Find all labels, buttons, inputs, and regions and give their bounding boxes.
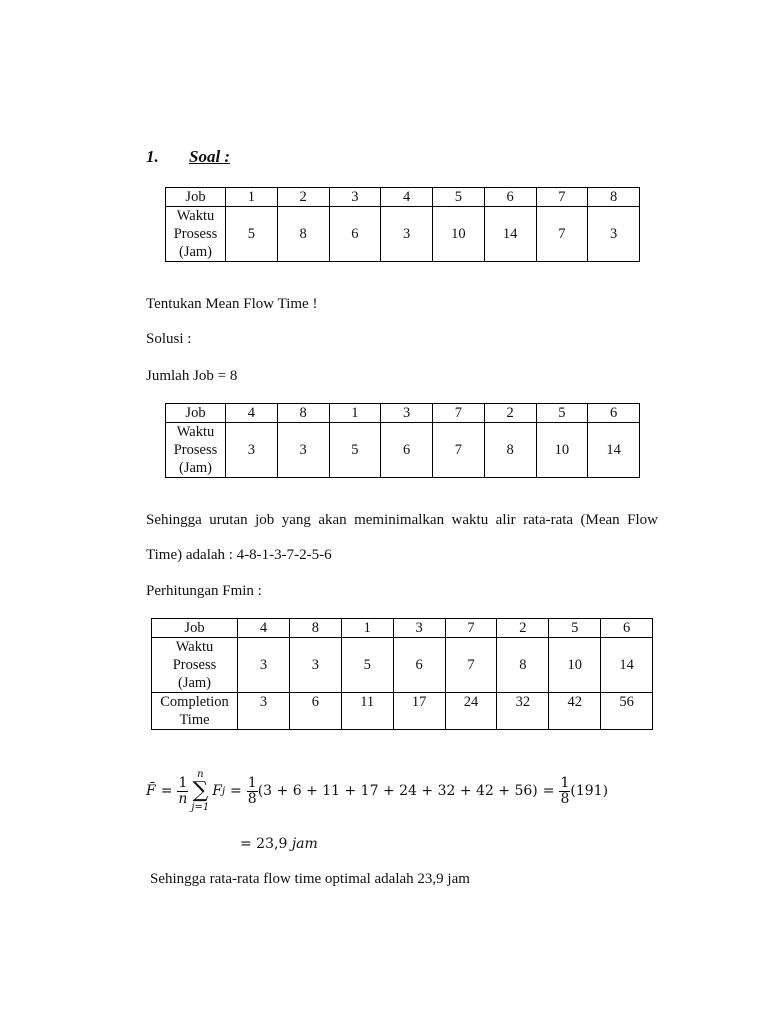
table-cell: 56 [601, 693, 653, 730]
sequence-text-line-2: Time) adalah : 4-8-1-3-7-2-5-6 [146, 547, 332, 563]
fraction-one-over-n: $\frac{1}{n}$ [178, 774, 188, 807]
table-cell: 3 [238, 638, 290, 693]
formula-lhs: F̄ [146, 783, 156, 799]
table-cell: 6 [289, 693, 341, 730]
table-cell: 7 [445, 638, 497, 693]
table-cell: 8 [277, 404, 329, 423]
table-cell: 7 [433, 404, 485, 423]
table-cell: 6 [484, 188, 536, 207]
formula-expansion: (3 + 6 + 11 + 17 + 24 + 32 + 42 + 56) [257, 783, 538, 799]
section-number: 1. [146, 147, 159, 166]
table-cell: 7 [433, 423, 485, 478]
job-count-text: Jumlah Job = 8 [146, 368, 238, 384]
table-cell: 6 [381, 423, 433, 478]
table-cell: 6 [588, 404, 640, 423]
table-cell: 17 [393, 693, 445, 730]
table-row [166, 404, 640, 423]
table-cell: 8 [497, 638, 549, 693]
sequence-text-line-1: Sehingga urutan job yang akan meminimalkan waktu alir rata-rata (Mean Flow [146, 512, 658, 528]
row-header-processing-time: Waktu Prosess (Jam) [152, 638, 238, 693]
table-cell: 1 [341, 619, 393, 638]
table-cell: 4 [226, 404, 278, 423]
table-cell: 8 [588, 188, 640, 207]
table-cell: 5 [549, 619, 601, 638]
completion-time-table [151, 618, 653, 730]
table-cell: 5 [536, 404, 588, 423]
table-cell: 5 [226, 207, 278, 262]
table-cell: 6 [329, 207, 381, 262]
row-header-job: Job [152, 619, 238, 638]
table-cell: 3 [277, 423, 329, 478]
formula-total: (191) [570, 783, 609, 799]
table-cell: 3 [588, 207, 640, 262]
table-cell: 3 [329, 188, 381, 207]
table-cell: 10 [549, 638, 601, 693]
mean-flow-time-formula: F̄ = $\frac{1}{n}$ n ∑ j=1 F j = $\frac{1}{8}$ (3 + 6 + 11 + 17 + 24 + 32 + 42 + 56) = $\frac{1}{8}$ (191) [146, 769, 609, 813]
table-cell: 7 [536, 188, 588, 207]
table-cell: 3 [289, 638, 341, 693]
summation-symbol: n ∑ j=1 [191, 769, 210, 813]
table-cell: 3 [381, 404, 433, 423]
table-cell: 1 [226, 188, 278, 207]
table-cell: 32 [497, 693, 549, 730]
table-cell: 5 [341, 638, 393, 693]
question-text: Tentukan Mean Flow Time ! [146, 296, 318, 312]
table-cell: 2 [277, 188, 329, 207]
table-row [152, 619, 653, 638]
row-header-job: Job [166, 404, 226, 423]
solution-label: Solusi : [146, 331, 192, 347]
row-header-completion-time: Completion Time [152, 693, 238, 730]
table-cell: 3 [393, 619, 445, 638]
table-row [152, 638, 653, 693]
table-cell: 8 [277, 207, 329, 262]
table-cell: 10 [536, 423, 588, 478]
table-row [166, 207, 640, 262]
table-row [166, 423, 640, 478]
job-time-table [165, 187, 640, 262]
table-cell: 5 [433, 188, 485, 207]
table-row [152, 693, 653, 730]
table-cell: 1 [329, 404, 381, 423]
conclusion-text: Sehingga rata-rata flow time optimal adalah 23,9 jam [150, 871, 470, 887]
table-cell: 8 [289, 619, 341, 638]
table-cell: 3 [238, 693, 290, 730]
row-header-job: Job [166, 188, 226, 207]
table-cell: 7 [536, 207, 588, 262]
table-cell: 11 [341, 693, 393, 730]
table-cell: 42 [549, 693, 601, 730]
row-header-processing-time: Waktu Prosess (Jam) [166, 423, 226, 478]
table-cell: 8 [484, 423, 536, 478]
table-cell: 24 [445, 693, 497, 730]
table-cell: 6 [393, 638, 445, 693]
formula-result: = 23,9 jam [240, 836, 318, 852]
table-cell: 14 [484, 207, 536, 262]
fraction-one-over-eight: $\frac{1}{8}$ [560, 774, 570, 807]
table-cell: 2 [484, 404, 536, 423]
table-cell: 7 [445, 619, 497, 638]
sorted-job-table [165, 403, 640, 478]
table-cell: 14 [588, 423, 640, 478]
section-heading [146, 147, 230, 167]
row-header-processing-time: Waktu Prosess (Jam) [166, 207, 226, 262]
table-cell: 3 [226, 423, 278, 478]
table-cell: 6 [601, 619, 653, 638]
table-cell: 5 [329, 423, 381, 478]
table-cell: 14 [601, 638, 653, 693]
table-cell: 4 [381, 188, 433, 207]
table-cell: 10 [433, 207, 485, 262]
table-cell: 4 [238, 619, 290, 638]
table-row [166, 188, 640, 207]
table-cell: 3 [381, 207, 433, 262]
fraction-one-over-eight: $\frac{1}{8}$ [247, 774, 257, 807]
section-title: Soal : [189, 147, 231, 166]
table-cell: 2 [497, 619, 549, 638]
fmin-calc-label: Perhitungan Fmin : [146, 583, 262, 599]
